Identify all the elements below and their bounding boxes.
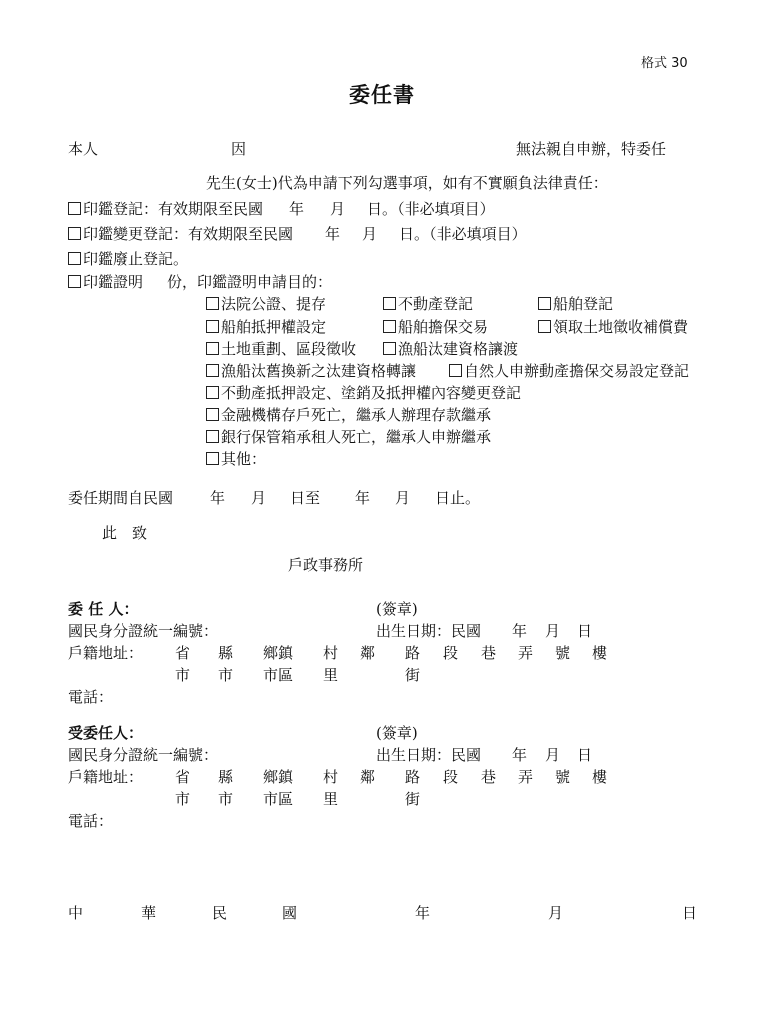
optional-note: （非必填項目） — [429, 225, 527, 243]
unable-text: 無法親自申辦，特委任 — [516, 140, 667, 158]
purpose-item[interactable]: 領取土地徵收補償費 — [538, 318, 688, 336]
address-unit: 村 — [323, 768, 339, 786]
purpose-item[interactable]: 漁船汰舊換新之汰建資格轉讓 — [206, 362, 416, 380]
address-unit: 村 — [323, 644, 339, 662]
birth-day-label: 日 — [577, 622, 593, 640]
address-unit: 巷 — [481, 644, 497, 662]
birth-year-label: 年 — [512, 622, 528, 640]
address-unit: 市 — [218, 790, 234, 808]
date-hua: 華 — [141, 904, 157, 922]
closing-to: 此 致 — [102, 524, 148, 542]
option-seal-abolish[interactable] — [68, 250, 188, 268]
agent-address-label: 戶籍地址： — [68, 768, 144, 786]
address-unit: 市 — [218, 666, 234, 684]
checkbox[interactable] — [206, 430, 219, 443]
address-unit: 市區 — [263, 666, 294, 684]
day-label: 日。 — [367, 200, 398, 218]
option-seal-certificate[interactable] — [68, 273, 332, 291]
purpose-item[interactable]: 漁船汰建資格讓渡 — [383, 340, 518, 358]
address-unit: 巷 — [481, 768, 497, 786]
address-unit: 市區 — [263, 790, 294, 808]
checkbox[interactable] — [383, 342, 396, 355]
self-label: 本人 — [68, 140, 99, 158]
purpose-item[interactable]: 不動產抵押設定、塗銷及抵押權內容變更登記 — [206, 384, 521, 402]
address-unit: 里 — [323, 790, 339, 808]
address-unit: 縣 — [218, 768, 234, 786]
agent-birth-label: 出生日期：民國 — [376, 746, 482, 764]
date-guo: 國 — [282, 904, 298, 922]
address-unit: 鄉鎮 — [263, 644, 294, 662]
principal-address-label: 戶籍地址： — [68, 644, 144, 662]
address-unit: 鄉鎮 — [263, 768, 294, 786]
address-unit: 號 — [555, 644, 571, 662]
birth-day-label: 日 — [577, 746, 593, 764]
address-unit: 鄰 — [360, 644, 376, 662]
date-day: 日 — [682, 904, 698, 922]
address-unit: 里 — [323, 666, 339, 684]
checkbox[interactable] — [206, 408, 219, 421]
checkbox[interactable] — [68, 252, 81, 265]
birth-year-label: 年 — [512, 746, 528, 764]
address-unit: 市 — [175, 666, 191, 684]
address-unit: 路 — [405, 644, 421, 662]
agent-title: 受委任人： — [68, 724, 144, 742]
address-unit: 段 — [443, 644, 459, 662]
address-unit: 號 — [555, 768, 571, 786]
day-label: 日。 — [399, 225, 430, 243]
checkbox[interactable] — [68, 202, 81, 215]
purpose-item[interactable]: 船舶抵押權設定 — [206, 318, 326, 336]
page-title: 委任書 — [349, 82, 415, 107]
purpose-item[interactable]: 銀行保管箱承租人死亡，繼承人申辦繼承 — [206, 428, 491, 446]
date-month: 月 — [548, 904, 564, 922]
purpose-item[interactable]: 船舶擔保交易 — [383, 318, 488, 336]
optional-note: （非必填項目） — [397, 200, 495, 218]
date-year: 年 — [415, 904, 431, 922]
address-unit: 省 — [175, 644, 191, 662]
address-unit: 街 — [405, 790, 421, 808]
address-unit: 省 — [175, 768, 191, 786]
month-label: 月 — [362, 225, 378, 243]
checkbox[interactable] — [538, 320, 551, 333]
copies-label: 份，印鑑證明申請目的： — [167, 273, 333, 291]
option-label: 印鑑登記：有效期限至民國 — [83, 200, 264, 218]
purpose-item[interactable]: 法院公證、提存 — [206, 295, 326, 313]
checkbox[interactable] — [206, 297, 219, 310]
birth-month-label: 月 — [545, 746, 561, 764]
date-zhong: 中 — [68, 904, 84, 922]
address-unit: 弄 — [518, 644, 534, 662]
checkbox[interactable] — [206, 364, 219, 377]
birth-month-label: 月 — [545, 622, 561, 640]
agent-id-label: 國民身分證統一編號： — [68, 746, 219, 764]
agent-phone-label: 電話： — [68, 812, 114, 830]
period-month2: 月 — [395, 489, 411, 507]
checkbox[interactable] — [449, 364, 462, 377]
checkbox[interactable] — [206, 342, 219, 355]
checkbox[interactable] — [68, 227, 81, 240]
office-label: 戶政事務所 — [288, 556, 364, 574]
checkbox[interactable] — [383, 297, 396, 310]
checkbox[interactable] — [383, 320, 396, 333]
address-unit: 市 — [175, 790, 191, 808]
year-label: 年 — [289, 200, 305, 218]
agent-seal: (簽章) — [376, 724, 418, 742]
because-label: 因 — [231, 140, 247, 158]
purpose-item[interactable]: 自然人申辦動產擔保交易設定登記 — [449, 362, 689, 380]
address-unit: 段 — [443, 768, 459, 786]
checkbox[interactable] — [206, 386, 219, 399]
period-day2: 日止。 — [435, 489, 481, 507]
principal-phone-label: 電話： — [68, 688, 114, 706]
checkbox[interactable] — [206, 452, 219, 465]
purpose-item[interactable]: 土地重劃、區段徵收 — [206, 340, 356, 358]
option-label: 印鑑變更登記：有效期限至民國 — [83, 225, 294, 243]
period-month1: 月 — [251, 489, 267, 507]
purpose-item[interactable]: 金融機構存戶死亡，繼承人辦理存款繼承 — [206, 406, 491, 424]
month-label: 月 — [330, 200, 346, 218]
address-unit: 樓 — [592, 644, 608, 662]
address-unit: 弄 — [518, 768, 534, 786]
statement-text: 先生(女士)代為申請下列勾選事項，如有不實願負法律責任： — [206, 174, 608, 192]
principal-id-label: 國民身分證統一編號： — [68, 622, 219, 640]
address-unit: 路 — [405, 768, 421, 786]
checkbox[interactable] — [538, 297, 551, 310]
checkbox[interactable] — [68, 275, 81, 288]
principal-birth-label: 出生日期：民國 — [376, 622, 482, 640]
address-unit: 鄰 — [360, 768, 376, 786]
period-year2: 年 — [355, 489, 371, 507]
option-label: 印鑑廢止登記。 — [83, 250, 189, 268]
year-label: 年 — [325, 225, 341, 243]
address-unit: 街 — [405, 666, 421, 684]
period-day1: 日至 — [290, 489, 321, 507]
option-seal-registration[interactable] — [68, 200, 495, 218]
period-label: 委任期間自民國 — [68, 489, 174, 507]
address-unit: 縣 — [218, 644, 234, 662]
purpose-item[interactable]: 船舶登記 — [538, 295, 613, 313]
principal-seal: (簽章) — [376, 600, 418, 618]
date-min: 民 — [212, 904, 228, 922]
principal-title: 委 任 人： — [68, 600, 139, 618]
option-label: 印鑑證明 — [83, 273, 144, 291]
form-number: 格式 30 — [641, 56, 688, 71]
purpose-item[interactable]: 不動產登記 — [383, 295, 473, 313]
purpose-item[interactable]: 其他： — [206, 450, 266, 468]
checkbox[interactable] — [206, 320, 219, 333]
period-year1: 年 — [210, 489, 226, 507]
address-unit: 樓 — [592, 768, 608, 786]
option-seal-change[interactable] — [68, 225, 527, 243]
